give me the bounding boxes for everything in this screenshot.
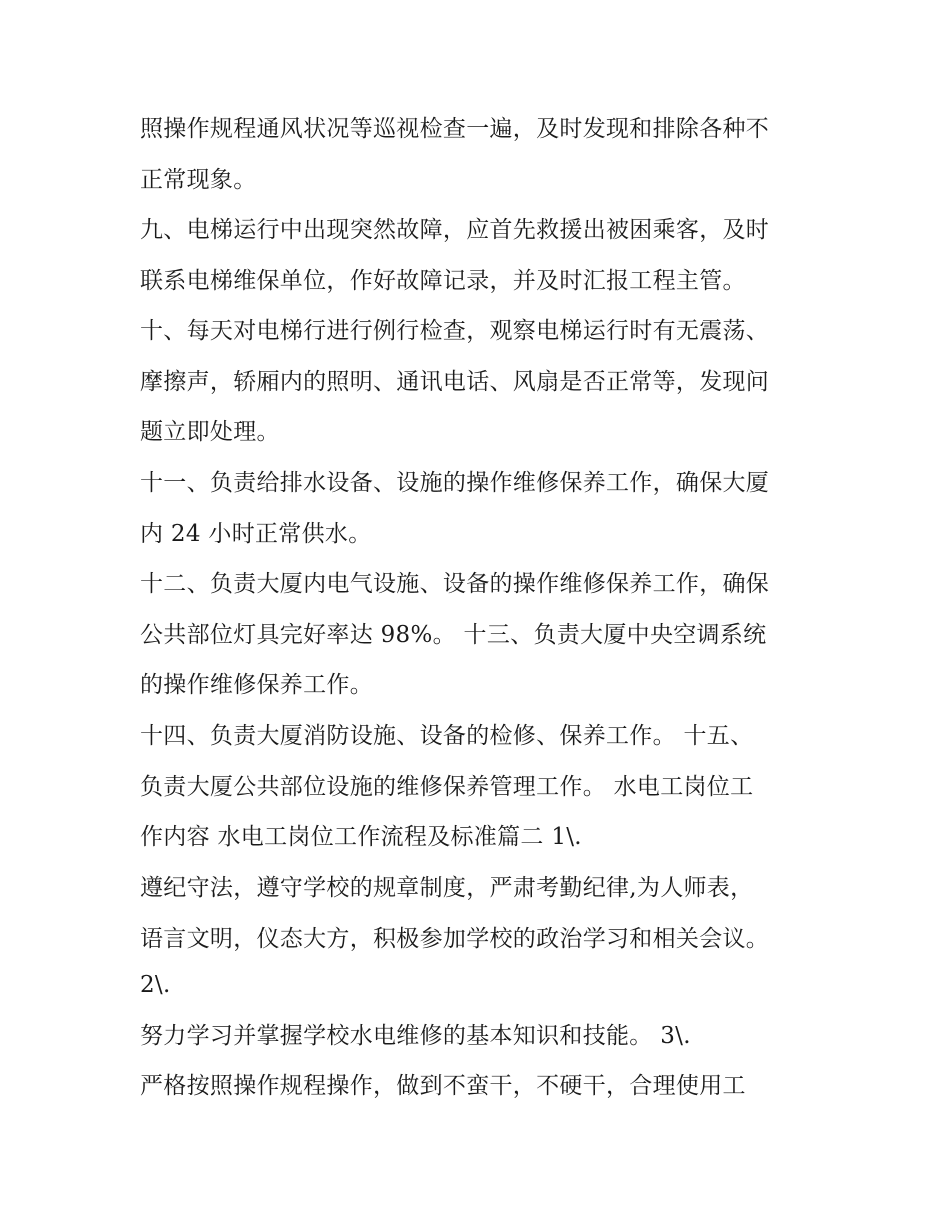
body-text-line: 联系电梯维保单位，作好故障记录，并及时汇报工程主管。 [140, 268, 746, 294]
body-text-line: 的操作维修保养工作。 [140, 672, 373, 698]
body-text-line: 严格按照操作规程操作，做到不蛮干，不硬干，合理使用工 [140, 1073, 746, 1099]
body-text-line: 照操作规程通风状况等巡视检查一遍，及时发现和排除各种不 [140, 116, 770, 142]
body-text-line: 十一、负责给排水设备、设施的操作维修保养工作，确保大厦 [140, 470, 770, 496]
body-text-line: 摩擦声，轿厢内的照明、通讯电话、风扇是否正常等，发现问 [140, 369, 770, 395]
body-text-line: 负责大厦公共部位设施的维修保养管理工作。 水电工岗位工 [140, 774, 754, 800]
body-text-line: 作内容 水电工岗位工作流程及标准篇二 1\. [140, 824, 582, 850]
body-text-line: 内 24 小时正常供水。 [140, 521, 372, 547]
body-text-line: 语言文明，仪态大方，积极参加学校的政治学习和相关会议。 [140, 926, 770, 952]
body-text-line: 九、电梯运行中出现突然故障，应首先救援出被困乘客，及时 [140, 217, 770, 243]
body-text-line: 题立即处理。 [140, 419, 280, 445]
body-text-line: 正常现象。 [140, 167, 257, 193]
body-text-line: 十二、负责大厦内电气设施、设备的操作维修保养工作，确保 [140, 571, 770, 597]
body-text-line: 十四、负责大厦消防设施、设备的检修、保养工作。 十五、 [140, 723, 754, 749]
body-text-line: 十、每天对电梯行进行例行检查，观察电梯运行时有无震荡、 [140, 318, 770, 344]
body-text-line: 2\. [140, 972, 171, 998]
body-text-line: 公共部位灯具完好率达 98%。 十三、负责大厦中央空调系统 [140, 622, 767, 648]
body-text-line: 努力学习并掌握学校水电维修的基本知识和技能。 3\. [140, 1023, 691, 1049]
body-text-line: 遵纪守法，遵守学校的规章制度，严肃考勤纪律,为人师表， [140, 875, 754, 901]
